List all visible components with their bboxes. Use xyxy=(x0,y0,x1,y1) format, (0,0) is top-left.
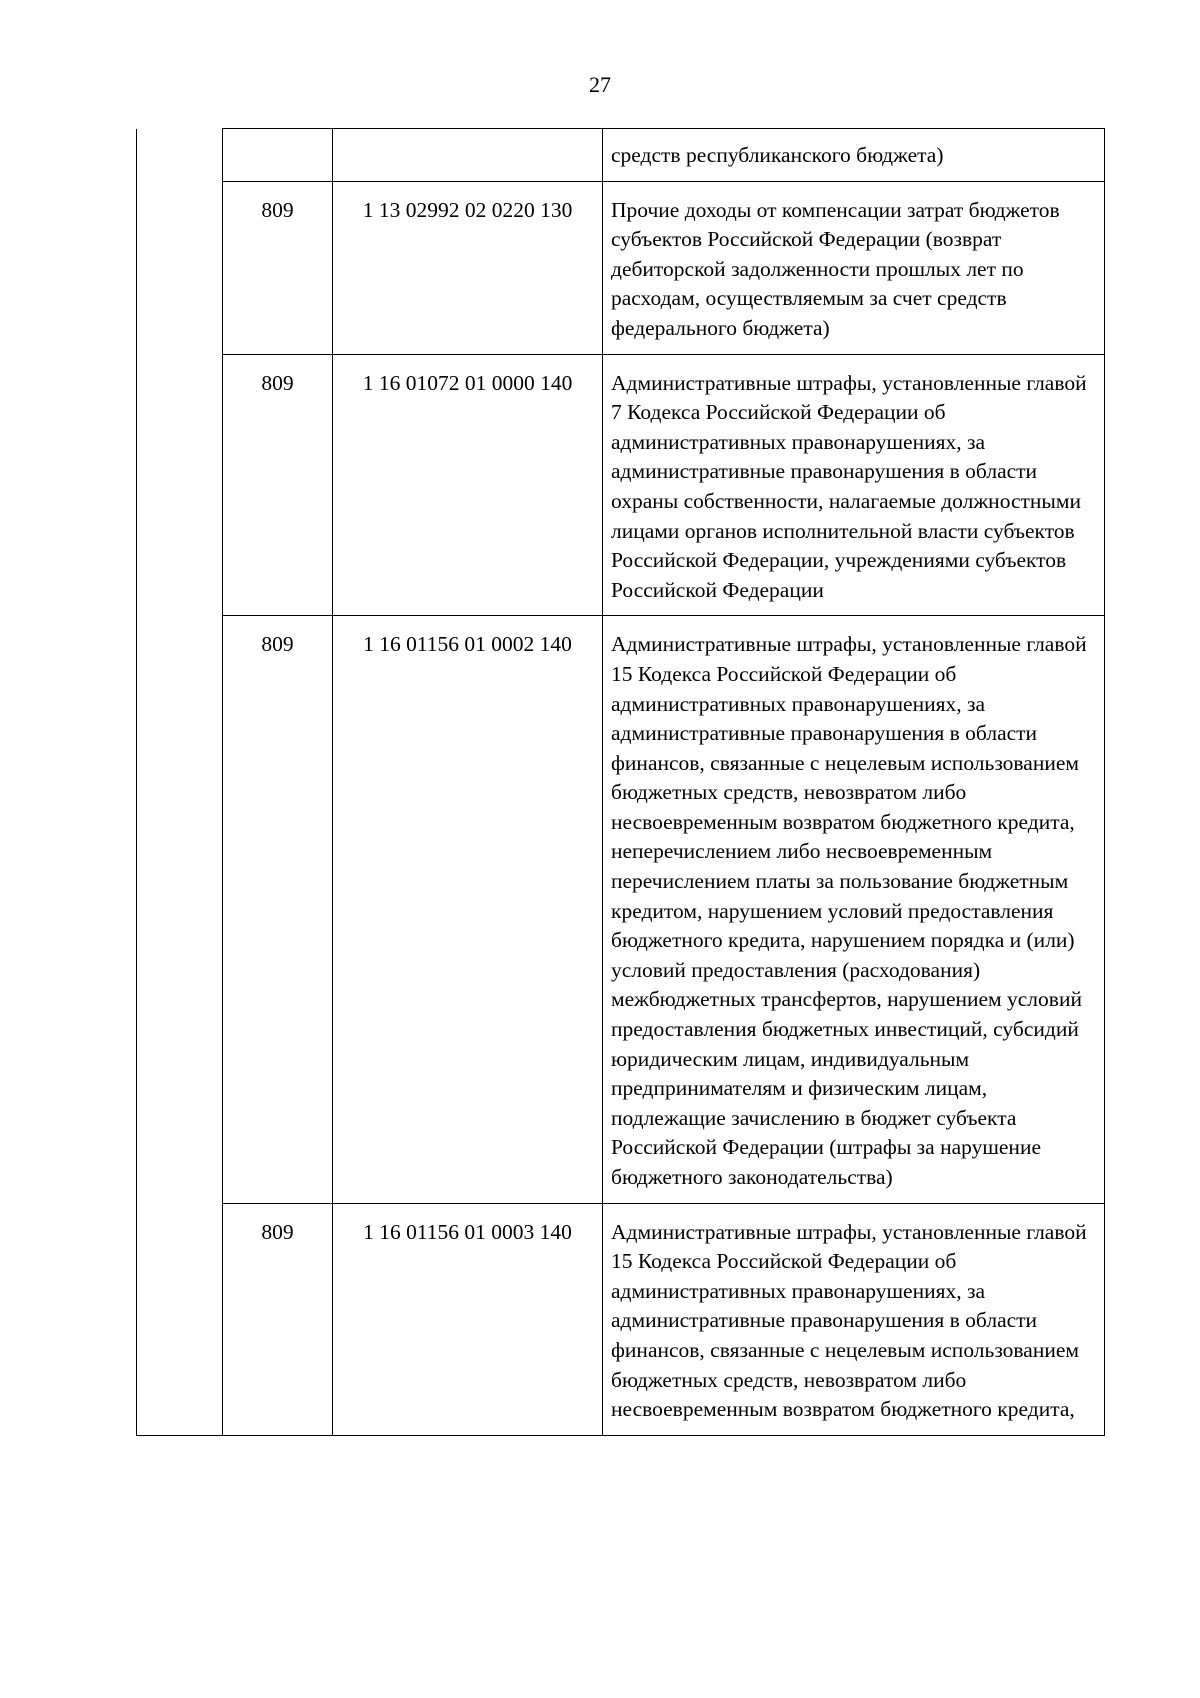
table-row xyxy=(137,354,1105,616)
income-code-cell: 1 16 01156 01 0002 140 xyxy=(333,616,603,1203)
first-column-cell xyxy=(137,129,223,1436)
table-row xyxy=(137,616,1105,1203)
income-code-cell: 1 16 01156 01 0003 140 xyxy=(333,1203,603,1435)
admin-code-cell: 809 xyxy=(223,616,333,1203)
income-code-cell: 1 13 02992 02 0220 130 xyxy=(333,181,603,354)
admin-code-cell xyxy=(223,129,333,182)
description-cell: средств республиканского бюджета) xyxy=(603,129,1105,182)
table-row xyxy=(137,181,1105,354)
income-codes-table xyxy=(136,128,1105,1436)
table-row xyxy=(137,129,1105,182)
description-cell: Административные штрафы, установленные главой 7 Кодекса Российской Федерации об административных правонарушениях, за административные правонарушения в области охраны собственности, налагаемые должностными лицами органов исполнительной власти субъектов Российской Федерации, учреждениями субъектов Российской Федерации xyxy=(603,354,1105,616)
description-cell: Административные штрафы, установленные главой 15 Кодекса Российской Федерации об административных правонарушениях, за административные правонарушения в области финансов, связанные с нецелевым использованием бюджетных средств, невозвратом либо несвоевременным возвратом бюджетного кредита, неперечислением либо несвоевременным перечислением платы за пользование бюджетным кредитом, нарушением условий предоставления бюджетного кредита, нарушением порядка и (или) условий предоставления (расходования) межбюджетных трансфертов, нарушением условий предоставления бюджетных инвестиций, субсидий юридическим лицам, индивидуальным предпринимателям и физическим лицам, подлежащие зачислению в бюджет субъекта Российской Федерации (штрафы за нарушение бюджетного законодательства) xyxy=(603,616,1105,1203)
description-cell: Прочие доходы от компенсации затрат бюджетов субъектов Российской Федерации (возврат дебиторской задолженности прошлых лет по расходам, осуществляемым за счет средств федерального бюджета) xyxy=(603,181,1105,354)
admin-code-cell: 809 xyxy=(223,1203,333,1435)
income-code-cell xyxy=(333,129,603,182)
table-row xyxy=(137,1203,1105,1435)
income-code-cell: 1 16 01072 01 0000 140 xyxy=(333,354,603,616)
admin-code-cell: 809 xyxy=(223,181,333,354)
page-number: 27 xyxy=(589,72,611,97)
admin-code-cell: 809 xyxy=(223,354,333,616)
description-cell: Административные штрафы, установленные главой 15 Кодекса Российской Федерации об административных правонарушениях, за административные правонарушения в области финансов, связанные с нецелевым использованием бюджетных средств, невозвратом либо несвоевременным возвратом бюджетного кредита, xyxy=(603,1203,1105,1435)
